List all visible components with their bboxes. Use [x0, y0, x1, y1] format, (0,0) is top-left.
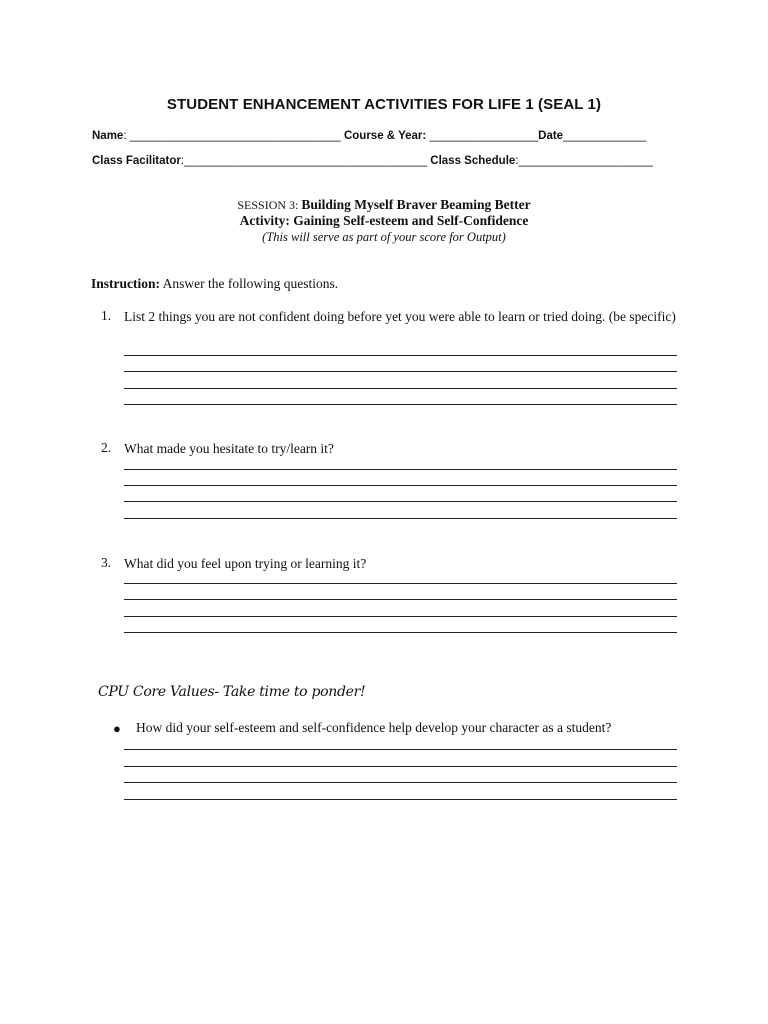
session-prefix: SESSION 3:	[237, 198, 302, 212]
session-title: Building Myself Braver Beaming Better	[301, 197, 531, 212]
answer-line[interactable]	[124, 501, 677, 502]
answer-line[interactable]	[124, 749, 677, 750]
session-heading	[0, 197, 768, 213]
instruction-label: Instruction:	[91, 276, 161, 291]
question-number: 3.	[101, 555, 112, 570]
bullet-icon: ●	[113, 721, 121, 736]
instruction	[91, 276, 338, 292]
question-text: What made you hesitate to try/learn it?	[124, 441, 334, 456]
activity-heading	[0, 213, 768, 229]
answer-line[interactable]	[124, 485, 677, 486]
question-number: 1.	[101, 308, 112, 323]
reflection-question: How did your self-esteem and self-confidence help develop your character as a student?	[136, 720, 612, 735]
question-text: What did you feel upon trying or learning it?	[124, 556, 367, 571]
question-number: 2.	[101, 440, 112, 455]
schedule-blank[interactable]: :_____________________	[515, 155, 653, 167]
header-row-name-course-date	[92, 130, 646, 142]
header-row-facilitator-schedule	[92, 155, 653, 167]
question-text: List 2 things you are not confident doing before yet you were able to learn or tried doing. (be specific)	[124, 309, 676, 324]
date-blank[interactable]: _____________	[563, 130, 647, 142]
course-year-blank[interactable]: _________________	[429, 130, 539, 142]
answer-line[interactable]	[124, 404, 677, 405]
answer-line[interactable]	[124, 355, 677, 356]
page-title: STUDENT ENHANCEMENT ACTIVITIES FOR LIFE 1 (SEAL 1)	[166, 96, 602, 113]
name-blank[interactable]: : _________________________________	[123, 130, 341, 142]
answer-line[interactable]	[124, 583, 677, 584]
facilitator-label: Class Facilitator	[92, 155, 181, 167]
answer-line[interactable]	[124, 371, 677, 372]
answer-line[interactable]	[124, 599, 677, 600]
date-label: Date	[538, 130, 564, 142]
instruction-text: Answer the following questions.	[160, 276, 339, 291]
session-note: (This will serve as part of your score for Output)	[262, 230, 506, 244]
course-year-label: Course & Year:	[340, 130, 430, 142]
name-label: Name	[92, 130, 124, 142]
answer-line[interactable]	[124, 616, 677, 617]
answer-line[interactable]	[124, 782, 677, 783]
facilitator-blank[interactable]: :______________________________________	[180, 155, 428, 167]
answer-line[interactable]	[124, 799, 677, 800]
core-values-heading: CPU Core Values- Take time to ponder!	[98, 684, 366, 700]
answer-line[interactable]	[124, 766, 677, 767]
answer-line[interactable]	[124, 518, 677, 519]
answer-line[interactable]	[124, 388, 677, 389]
activity-title: Activity: Gaining Self-esteem and Self-Confidence	[239, 213, 529, 228]
answer-line[interactable]	[124, 632, 677, 633]
answer-line[interactable]	[124, 469, 677, 470]
schedule-label: Class Schedule	[427, 155, 516, 167]
